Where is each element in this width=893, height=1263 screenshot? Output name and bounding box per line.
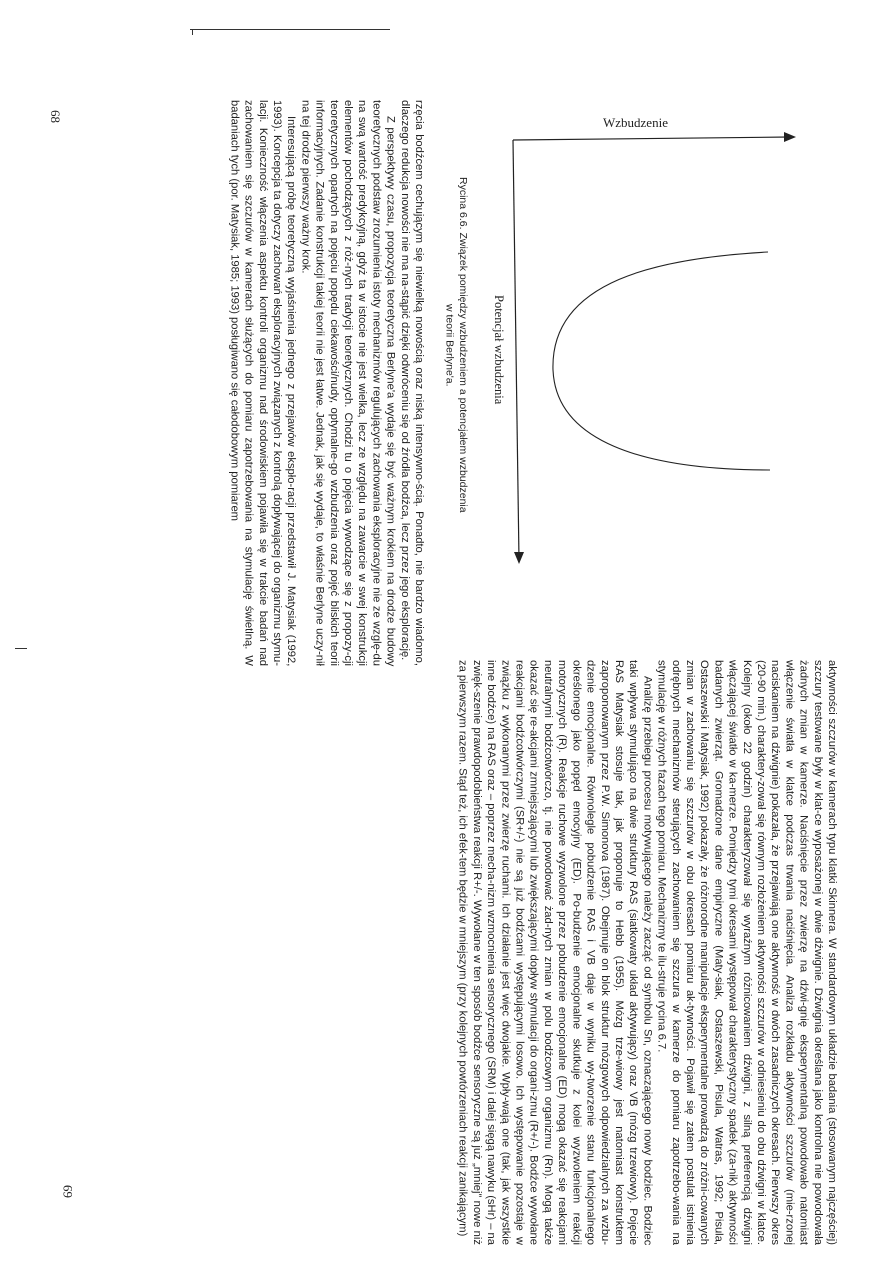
paragraph: aktywności szczurów w kamerach typu klatki Skinnera. W standardowym układzie badania (stosowanym najczęściej) szczury testowane były w klat-ce wyposażonej w dwie dźwignie. Dźwignia określana jako kontrolna nie powodowała żadnych zmian w kamerze. Naciśnięcie przez zwierzę na dźwi-gnię eksperymentalną powodowało natomiast włączenie światła w klatce podczas trwania naciśnięcia. Analiza rozkładu aktywności szczurów (mie-rzonej naciskaniem na dźwignie) pokazała, że przejawiają one aktywność w dwóch zasadniczych okresach. Pierwszy okres (20-90 min.) charaktery-zował się równym rozłożeniem aktywności szczurów w odniesieniu do obu dźwigni w klatce. Kolejny (około 22 godzin) charakteryzował się wyraźnym różnicowaniem dźwigni, z silną preferencją dźwigni włączającej światło w ka-merze. Pomiędzy tymi okresami występował charakterystyczny spadek (za-nik) aktywności badanych zwierząt. Gromadzone dane empiryczne (Maty-siak, Ostaszewski, Pisula, Watras, 1992; Pisula, Ostaszewski i Matysiak, 1992) pokazały, że różnorodne manipulacje eksperymentalne prowadzą do zróżni-cowanych zmian w zachowaniu się szczurów w obu okresach pomiaru ak-tywności. Pojawił się zatem postulat istnienia odrębnych mechanizmów sterujących zachowaniem się szczura w kamerze do pomiaru zapotrzebo-wania na stymulację w różnych fazach tego pomiaru. Mechanizmy te ilu-struje rycina 6.7.: [655, 660, 838, 1245]
page-number-right: 69: [60, 1185, 75, 1198]
paragraph: rzęcia bodźcem cechującym się niewielką nowością oraz niską intensywno-ścią. Ponadto, nie bardzo wiadomo, dlaczego redukcja nowości nie ma na-stąpić dzięki odwróceniu się od źródła bodźca, lecz przez jego eksplorację.: [398, 100, 425, 666]
y-axis-label: Potencjał wzbudzenia: [492, 295, 506, 405]
scan-edge-tick: [192, 30, 193, 35]
scan-mark: [15, 648, 27, 649]
arrow-right-icon: [784, 132, 796, 142]
paragraph: Z perspektywy czasu, propozycja teoretyczna Berlyne'a wydaje się być ważnym krokiem na drodze budowy teoretycznych podstaw zrozumienia istoty mechanizmów regulujących zachowania eksploracyjne nie ze wzglę-du na swą wartość predykcyjną, gdyż ta w istocie nie jest wielka, lecz ze względu na zawarcie w swej konstrukcji elementów pochodzących z róż-nych tradycji teoretycznych. Chodzi tu o pojęcia wywodzące się z propozy-cji teoretycznych opartych na pojęciu popędu ciekawości/nudy, optymalne-go wzbudzenia oraz pojęć bliskich teorii informacyjnych. Zadanie konstrukcji takiej teorii nie jest łatwe. Jednak, jak się wydaje, to właśnie Berlyne uczy-nił na tej drodze pierwszy ważny krok.: [299, 100, 397, 666]
scan-edge-line: [190, 29, 390, 30]
arousal-curve: [553, 252, 770, 470]
axis-potencjal: [513, 140, 519, 560]
x-axis-label: Wzbudzenie: [603, 115, 668, 130]
left-page-body: [76, 100, 426, 666]
paragraph: Interesującą próbę teoretyczną wyjaśnienia jednego z przejawów ekspło-racji przedstawił J. Matysiak (1992, 1993). Koncepcja ta dotyczy zachowań eksploracyjnych związanych z kontrolą dopływającej do organizmu stymu-lacji. Konieczność włączenia aspektu kontroli organizmu nad środowiskiem pojawiła się w trakcie badań nad zachowaniem się szczurów w kamerach służących do pomiaru zapotrzebowania na stymulację świetlną. W badaniach tych (por. Matysiak, 1985; 1993) posługiwano się całodobowym pomiarem: [228, 100, 298, 666]
page-number-left: 68: [48, 110, 63, 123]
axis-wzbudzenie: [513, 137, 790, 140]
figure-caption-line1: Rycina 6.6. Związek pomiędzy wzbudzeniem a potencjałem wzbudzenia: [457, 177, 469, 513]
paragraph: Analizę przebiegu procesu motywującego należy zacząć od symbolu Sn, oznaczającego nowy bodziec. Bodziec taki wpływa stymulująco na dwie struktury RAS (siatkowaty układ aktywujący) oraz VB (mózg trzewiowy). Pojęcie RAS Matysiak stosuje tak, jak proponuje to Hebb (1955). Mózg trze-wiowy jest natomiast konstruktem zaproponowanym przez P.W. Simonova (1987). Obejmuje on blok struktur mózgowych odpowiedzialnych za wzbu-dzenie emocjonalne. Równolegle pobudzenie RAS i VB daje w wyniku wy-tworzenie stanu funkcjonalnego określonego jako popęd emocyjny (ED). Po-budzenie emocjonalne skutkuje z kolei wyzwoleniem reakcji motorycznych (R). Reakcje ruchowe wyzwolone przez pobudzenie emocjonalne (ED) mogą okazać się reakcjami neutralnymi bodźcotwórczo, tj. nie powodować żad-nych zmian w polu bodźcowym organizmu (Rn). Mogą także okazać się re-akcjami zmniejszającymi lub zwiększającymi dopływ stymulacji do organi-zmu (R+/-). Bodźce wywołane reakcjami bodźcotwórczymi (SR+/-) nie są już bodźcami występującymi losowo. Ich występowanie pozostaje w związku z wykonanymi przez zwierzę ruchami. Ich działanie jest więc dwojakie. Wpły-wają one (tak, jak wszystkie inne bodźce) na RAS oraz – poprzez mecha-nizm wzmocnienia sensorycznego (SRM) i dalej sięgą nawyku (sHr) – na zwięk-szenie prawdopodobieństwa reakcji R+/-. Wywołane w ten sposób bodźce sensoryczne są już „mniej” nowe niż za pierwszym razem. Stąd też, ich efek-tem będzie w mniejszym (przy kolejnych powtórzeniach reakcji zanikającym): [456, 660, 654, 1245]
figure-caption-line2: w teorii Berlyne'a.: [443, 303, 456, 387]
arrow-down-icon: [514, 552, 524, 564]
right-page-body: [456, 660, 839, 1245]
